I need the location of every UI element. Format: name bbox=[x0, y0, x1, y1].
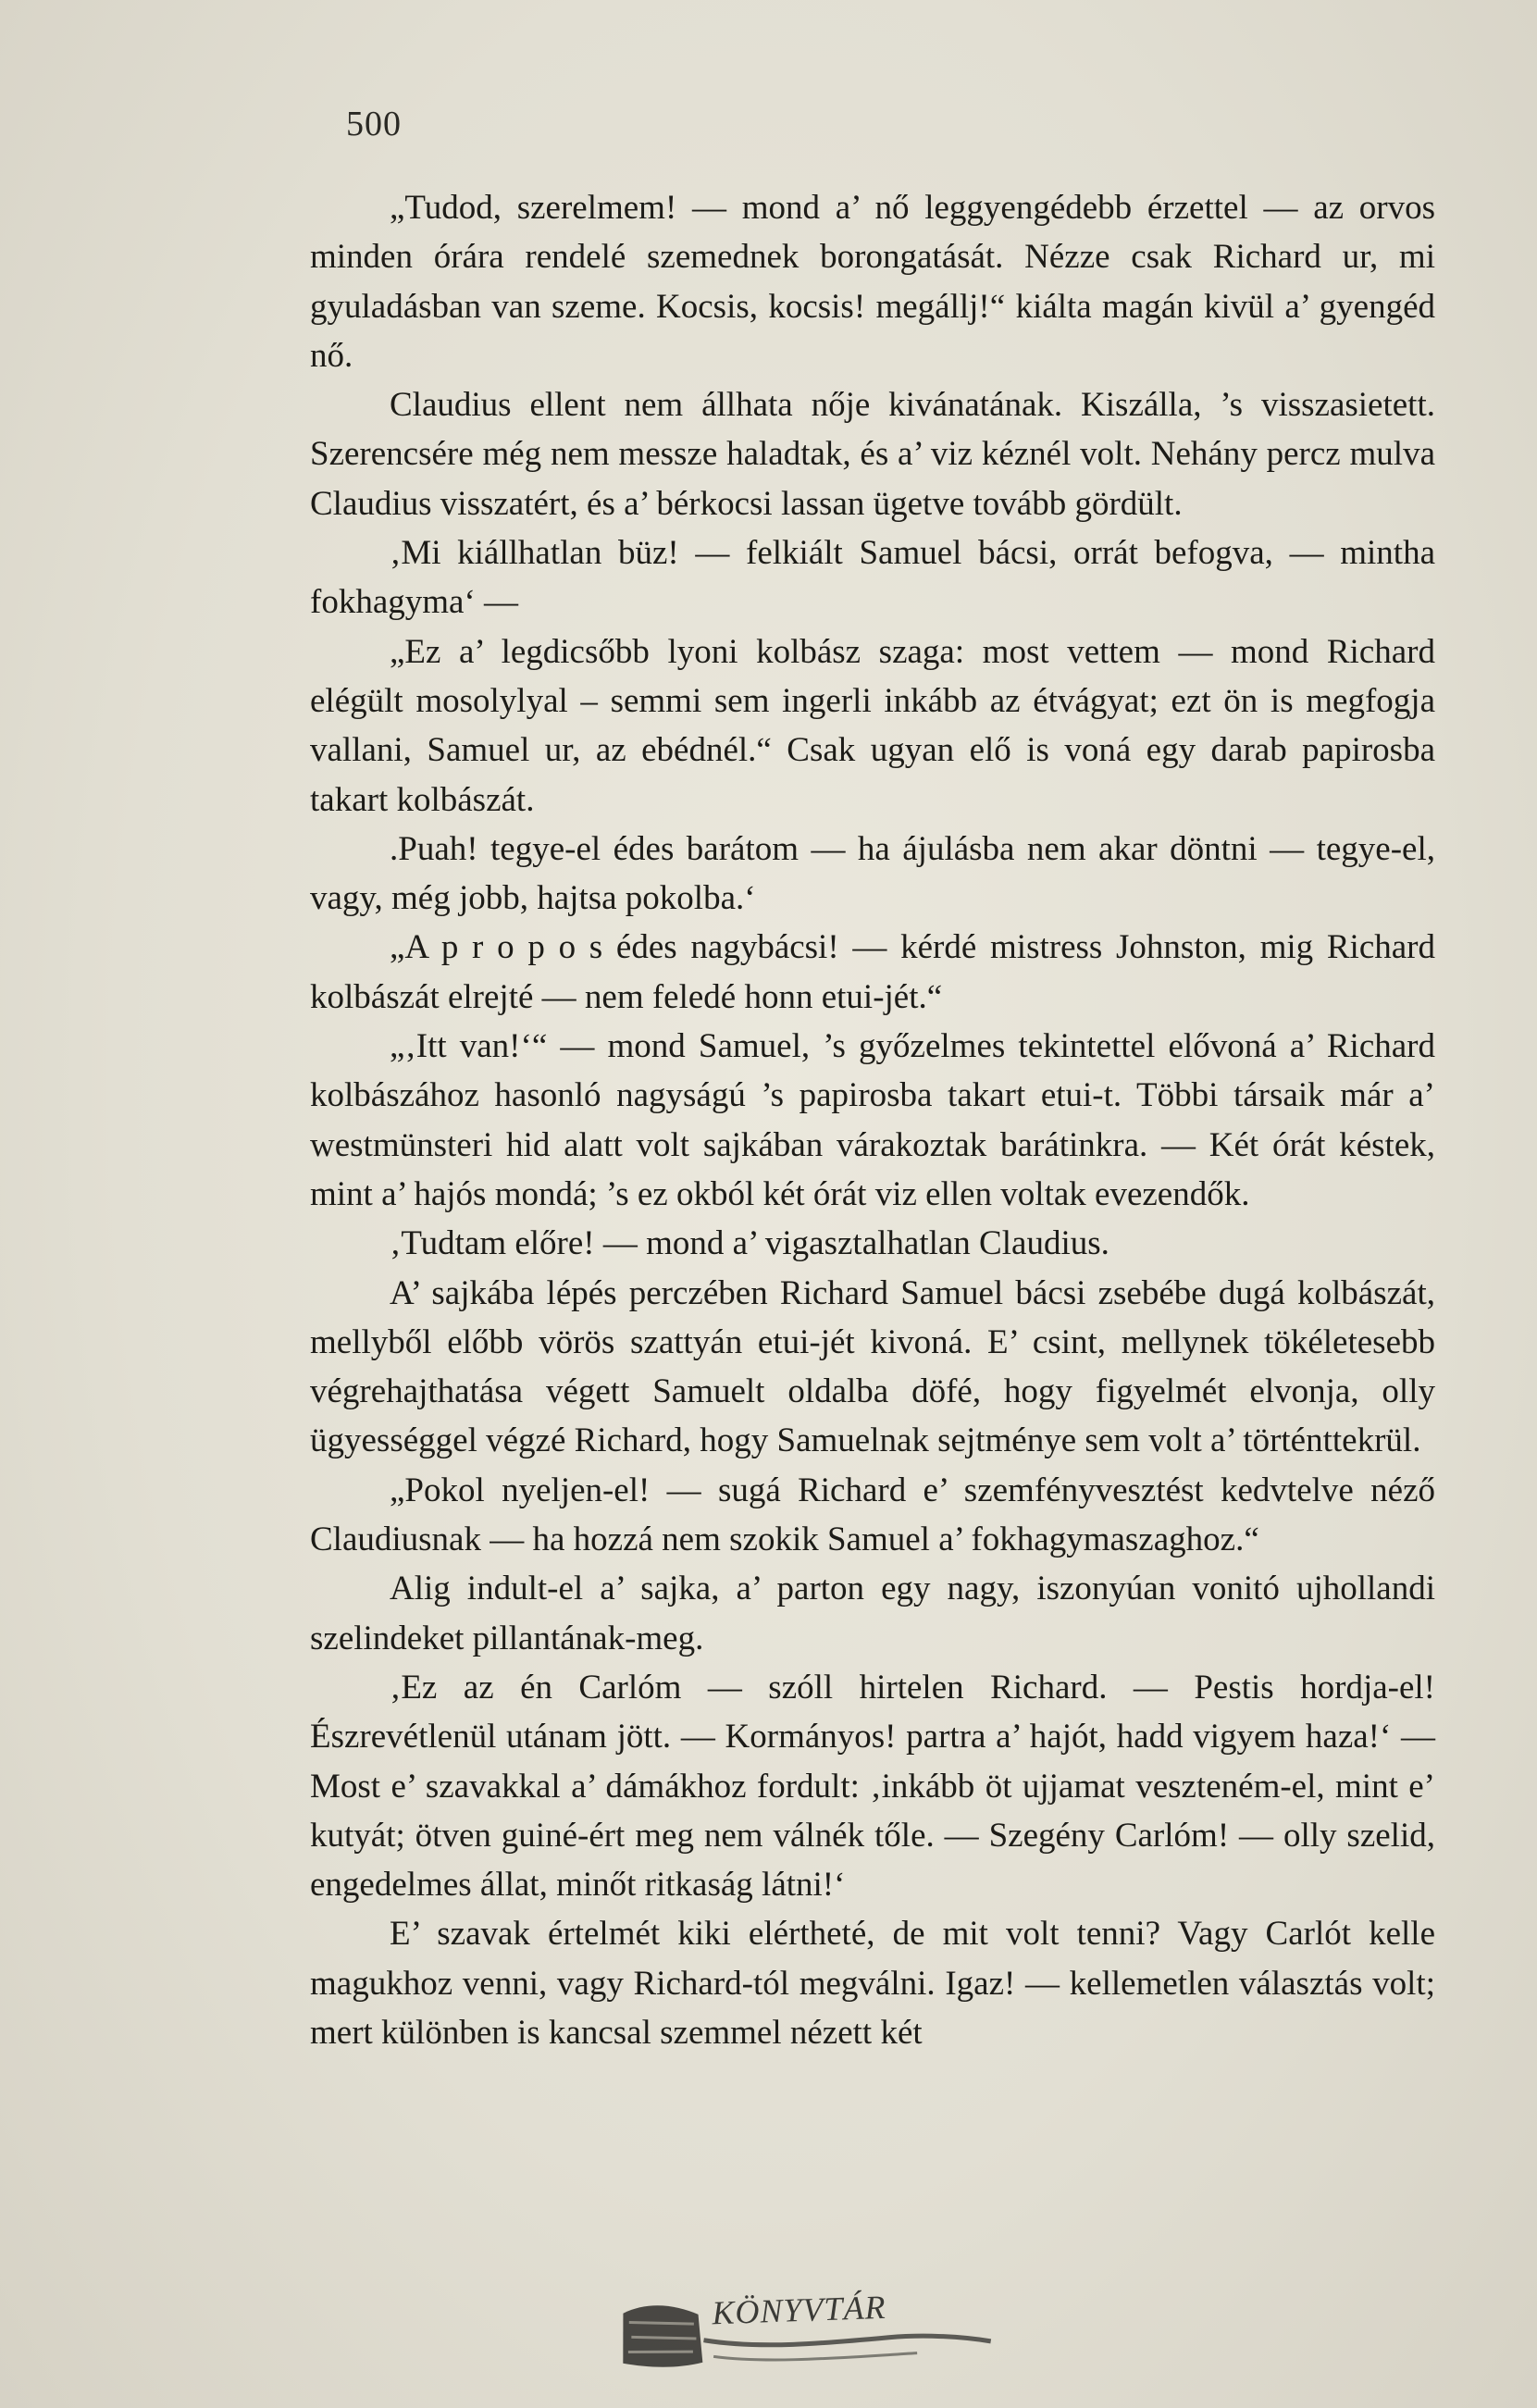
paragraph: Alig indult-el a’ sajka, a’ parton egy nagy, iszonyúan vonitó ujhollandi szelindeket pillantának-meg. bbox=[310, 1570, 1435, 1657]
paragraph: A’ sajkába lépés perczében Richard Samuel bácsi zsebébe dugá kolbászát, mellyből előbb vörös szattyán etui-jét kivoná. E’ csint, mellynek tökéletesebb végrehajthatása végett Samuelt oldalba döfé, hogy figyelmét elvonja, olly ügyességgel végzé Richard, hogy Samuelnak sejtménye sem volt a’ történttekrül. bbox=[310, 1273, 1435, 1460]
paragraph: „A p r o p o s édes nagybácsi! — kérdé mistress Johnston, mig Richard kolbászát elrejté — nem feledé honn etui-jét.“ bbox=[310, 928, 1435, 1016]
library-stamp bbox=[609, 2271, 1047, 2378]
paragraph: „Pokol nyeljen-el! — sugá Richard e’ szemfényvesztést kedvtelve néző Claudiusnak — ha hozzá nem szokik Samuel a’ fokhagymaszaghoz.“ bbox=[310, 1471, 1435, 1559]
paragraph: „Ez a’ legdicsőbb lyoni kolbász szaga: most vettem — mond Richard elégült mosolylyal – semmi sem ingerli inkább az étvágyat; ezt ön is megfogja vallani, Samuel ur, az ebédnél.“ Csak ugyan elő is voná egy darab papirosba takart kolbászát. bbox=[310, 632, 1435, 819]
paragraph: ‚Tudtam előre! — mond a’ vigasztalhatlan Claudius. bbox=[390, 1224, 1109, 1263]
page-number: 500 bbox=[346, 105, 402, 143]
paragraph: ‚Mi kiállhatlan büz! — felkiált Samuel bácsi, orrát befogva, — mintha fokhagyma‘ — bbox=[310, 534, 1435, 622]
paragraph: Claudius ellent nem állhata nője kivánatának. Kiszálla, ’s visszasietett. Szerencsére még nem messze haladtak, és a’ viz kéznél volt. Nehány percz mulva Claudius visszatért, és a’ bérkocsi lassan ügetve tovább gördült. bbox=[310, 386, 1435, 523]
paragraph: .Puah! tegye-el édes barátom — ha ájulásba nem akar döntni — tegye-el, vagy, még jobb, hajtsa pokolba.‘ bbox=[310, 829, 1435, 918]
body-text bbox=[310, 183, 1435, 2057]
stamp-text: KÖNYVTÁR bbox=[711, 2288, 887, 2332]
paragraph: E’ szavak értelmét kiki elértheté, de mit volt tenni? Vagy Carlót kelle magukhoz venni, vagy Richard-tól megválni. Igaz! — kellemetlen választás volt; mert különben is kancsal szemmel nézett két bbox=[310, 1915, 1435, 2052]
paragraph: ‚Ez az én Carlóm — szóll hirtelen Richard. — Pestis hordja-el! Észrevétlenül utánam jött. — Kormányos! partra a’ hajót, hadd vigyem haza!‘ — Most e’ szavakkal a’ dámákhoz fordult: ‚inkább öt ujjamat veszteném-el, mint e’ kutyát; ötven guiné-ért meg nem válnék tőle. — Szegény Carlóm! — olly szelid, engedelmes állat, minőt ritkaság látni!‘ bbox=[310, 1668, 1435, 1905]
paragraph: „Tudod, szerelmem! — mond a’ nő leggyengédebb érzettel — az orvos minden órára rendelé szemednek borongatását. Nézze csak Richard ur, mi gyuladásban van szeme. Kocsis, kocsis! megállj!“ kiálta magán kivül a’ gyengéd nő. bbox=[310, 189, 1435, 375]
paragraph: „‚Itt van!‘“ — mond Samuel, ’s győzelmes tekintettel elővoná a’ Richard kolbászához hasonló nagyságú ’s papirosba takart etui-t. Többi társaik már a’ westmünsteri hid alatt volt sajkában várakoztak barátinkra. — Két órát késtek, mint a’ hajós mondá; ’s ez okból két órát viz ellen voltak evezendők. bbox=[310, 1027, 1435, 1213]
